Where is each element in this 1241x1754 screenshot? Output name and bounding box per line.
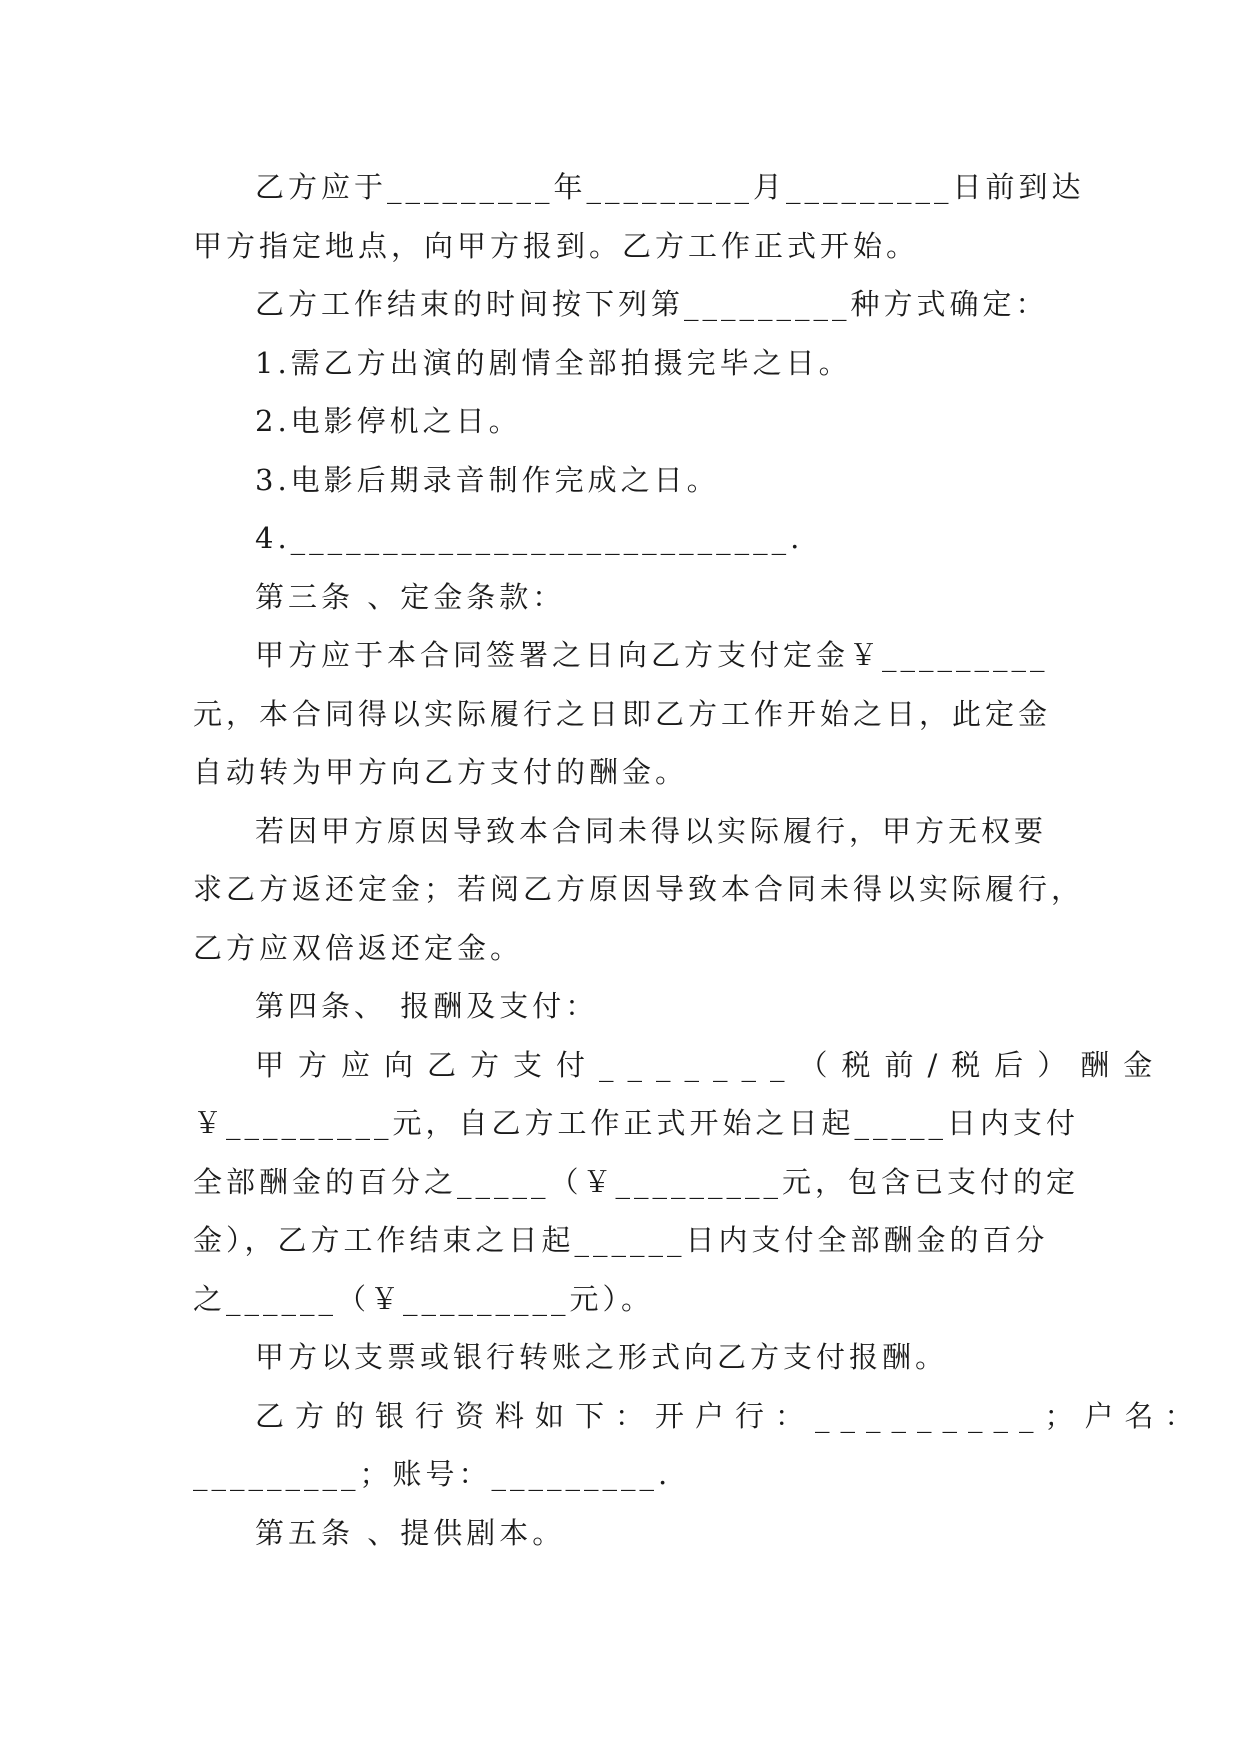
deposit-breach-line-3: 乙方应双倍返还定金。 [193,930,524,965]
deposit-paragraph-line-3: 自动转为甲方向乙方支付的酬金。 [193,755,689,789]
end-option-3: 3.电影后期录音制作完成之日。 [255,462,720,497]
payment-paragraph-line-2: ￥_________元，自乙方工作正式开始之日起_____日内支付 [193,1106,1080,1140]
article-3-heading: 第三条 、定金条款： [255,579,566,614]
end-time-method-line: 乙方工作结束的时间按下列第_________种方式确定： [255,287,1049,321]
payment-paragraph-line-3: 全部酬金的百分之_____（￥_________元，包含已支付的定 [193,1164,1080,1199]
contract-text [193,158,1205,1562]
deposit-paragraph-line-1: 甲方应于本合同签署之日向乙方支付定金￥_________ [255,638,1049,672]
article-4-heading: 第四条、 报酬及支付： [255,989,599,1023]
bank-info-line-2: _________；账号：_________. [193,1457,672,1491]
payment-method-line: 甲方以支票或银行转账之形式向乙方支付报酬。 [255,1340,949,1374]
payment-paragraph-line-4: 金），乙方工作结束之日起______日内支付全部酬金的百分 [193,1223,1049,1257]
deposit-breach-line-2: 求乙方返还定金；若阅乙方原因导致本合同未得以实际履行， [193,872,1085,906]
payment-paragraph-line-1: 甲方应向乙方支付_______（税前/税后）酬金 [255,1047,1167,1082]
deposit-paragraph-line-2: 元，本合同得以实际履行之日即乙方工作开始之日，此定金 [193,696,1052,731]
payment-paragraph-line-5: 之______（￥_________元）。 [193,1281,655,1316]
deposit-breach-line-1: 若因甲方原因导致本合同未得以实际履行，甲方无权要 [255,813,1048,848]
article-5-heading: 第五条 、提供剧本。 [255,1515,566,1550]
report-date-line: 乙方应于_________年_________月_________日前到达 [255,170,1085,204]
end-option-2: 2.电影停机之日。 [255,404,522,438]
bank-info-line-1: 乙方的银行资料如下：开户行：_________；户名： [255,1398,1205,1433]
end-option-4: 4.___________________________. [255,521,804,555]
end-option-1: 1.需乙方出演的剧情全部拍摄完毕之日。 [255,345,852,380]
report-location-line: 甲方指定地点，向甲方报到。乙方工作正式开始。 [193,228,920,263]
